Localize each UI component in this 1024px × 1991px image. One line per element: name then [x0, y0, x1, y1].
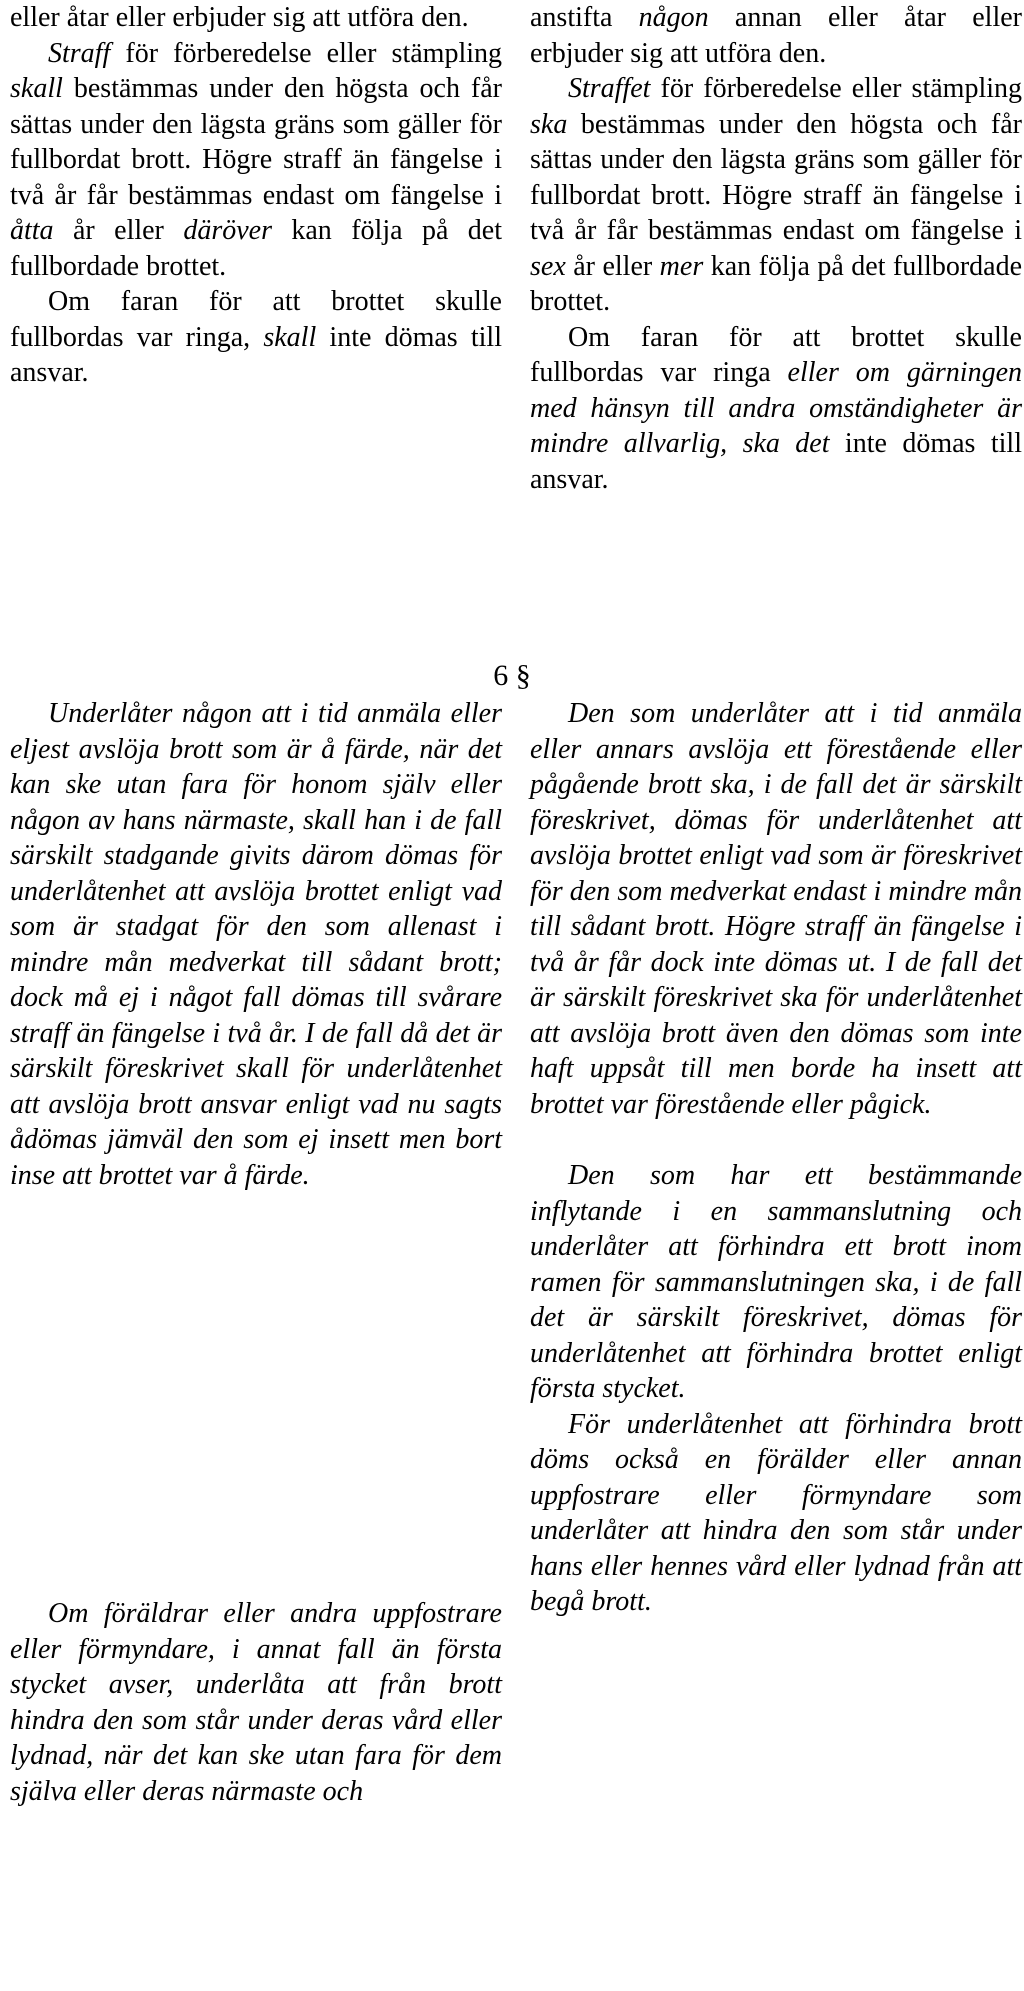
new-text-column-top — [530, 0, 1022, 497]
old-text-section-column-continued — [10, 1596, 502, 1809]
italic-text-run: däröver — [183, 215, 272, 246]
section-heading: 6 § — [493, 659, 531, 692]
text-run: Om faran för att brottet skulle fullbordas var ringa — [530, 321, 1022, 388]
text-run: år eller — [53, 215, 184, 246]
old-text-paragraph: Underlåter någon att i tid anmäla eller eljest avslöja brott som är å färde, när det kan ske utan fara för honom själv eller någon av hans närmaste, skall han i de fall särskilt stadgande givits därom dömas för underlåtenhet att avslöja brottet enligt vad som är stadgat för den som allenast i mindre mån medverkat till sådant brott; dock må ej i något fall dömas till svårare straff än fängelse i två år. I de fall då det är särskilt föreskrivet skall för underlåtenhet att avslöja brott ansvar enligt vad nu sagts ådömas jämväl den som ej insett men bort inse att brottet var å färde. — [10, 698, 502, 1191]
new-text-paragraph: Den som underlåter att i tid anmäla eller annars avslöja ett förestående eller pågående brott ska, i de fall det är särskilt föreskrivet, dömas för underlåtenhet att avslöja brottet enligt vad som är föreskrivet för den som medverkat endast i mindre mån till sådant brott. Högre straff än fängelse i två år får dock inte dömas ut. I de fall det är särskilt föreskrivet ska för underlåtenhet att avslöja brott även den dömas som inte haft uppsåt till men borde ha insett att brottet var förestående eller pågick. — [530, 698, 1022, 1120]
italic-text-run: mer — [659, 250, 704, 282]
text-run: år eller — [565, 250, 660, 282]
new-text-paragraph — [530, 320, 1022, 498]
old-text-paragraph: Om föräldrar eller andra uppfostrare eller förmyndare, i annat fall än första stycket avser, underlåta att från brott hindra den som står under deras vård eller lydnad, när det kan ske utan fara för dem själva eller deras närmaste och — [10, 1598, 502, 1807]
new-text-paragraph — [530, 71, 1022, 320]
new-text-paragraph: För underlåtenhet att förhindra brott döms också en förälder eller annan uppfostrare eller förmyndare som underlåter att hindra den som står under hans eller hennes vård eller lydnad från att begå brott. — [530, 1408, 1022, 1617]
text-run: kan följa på det fullbordade brottet. — [530, 250, 1022, 317]
text-run: bestämmas under den högsta och får sättas under den lägsta gräns som gäller för fullbordat brott. Högre straff än fängelse i två år får bestämmas endast om fängelse i — [530, 108, 1022, 246]
italic-text-run: Straff — [48, 37, 111, 69]
new-text-section-column — [530, 696, 1022, 1122]
old-text-paragraph — [10, 284, 502, 391]
italic-text-run: eller om gärningen med hänsyn till andra omständigheter är mindre allvarlig, ska det — [530, 357, 1022, 459]
new-text-paragraph: Den som har ett bestämmande inflytande i en sammanslutning och underlåter att förhindra ett brott inom ramen för sammanslutningen ska, i de fall det är särskilt föreskrivet, dömas för underlåtenhet att förhindra brottet enligt första stycket. — [530, 1160, 1022, 1404]
text-run: för förberedelse eller stämpling — [650, 73, 1022, 104]
text-run: inte dömas till ansvar. — [10, 321, 502, 388]
italic-text-run: skall — [10, 73, 63, 104]
text-run: anstifta — [530, 2, 639, 33]
italic-text-run: ska — [530, 108, 568, 140]
text-run: inte dömas till ansvar. — [530, 428, 1022, 495]
text-run: kan följa på det fullbordade brottet. — [10, 215, 503, 282]
italic-text-run: Straffet — [568, 73, 651, 104]
italic-text-run: någon — [638, 2, 709, 33]
text-run: Om faran för att brottet skulle fullbordas var ringa, — [10, 286, 502, 353]
text-run: bestämmas under den högsta och får sättas under den lägsta gräns som gäller för fullbordat brott. Högre straff än fängelse i två år får bestämmas endast om fängelse i — [10, 73, 502, 211]
italic-text-run: åtta — [10, 215, 54, 246]
old-text-paragraph: eller åtar eller erbjuder sig att utföra den. — [10, 2, 469, 33]
new-text-section-column-continued — [530, 1158, 1022, 1620]
text-run: för förberedelse eller stämpling — [110, 37, 502, 69]
old-text-column-top — [10, 0, 502, 391]
old-text-paragraph — [10, 36, 502, 285]
text-run: annan eller åtar eller erbjuder sig att utföra den. — [530, 2, 1022, 69]
new-text-paragraph — [530, 0, 1022, 71]
old-text-section-column — [10, 696, 502, 1193]
italic-text-run: skall — [263, 321, 317, 353]
italic-text-run: sex — [530, 250, 566, 282]
